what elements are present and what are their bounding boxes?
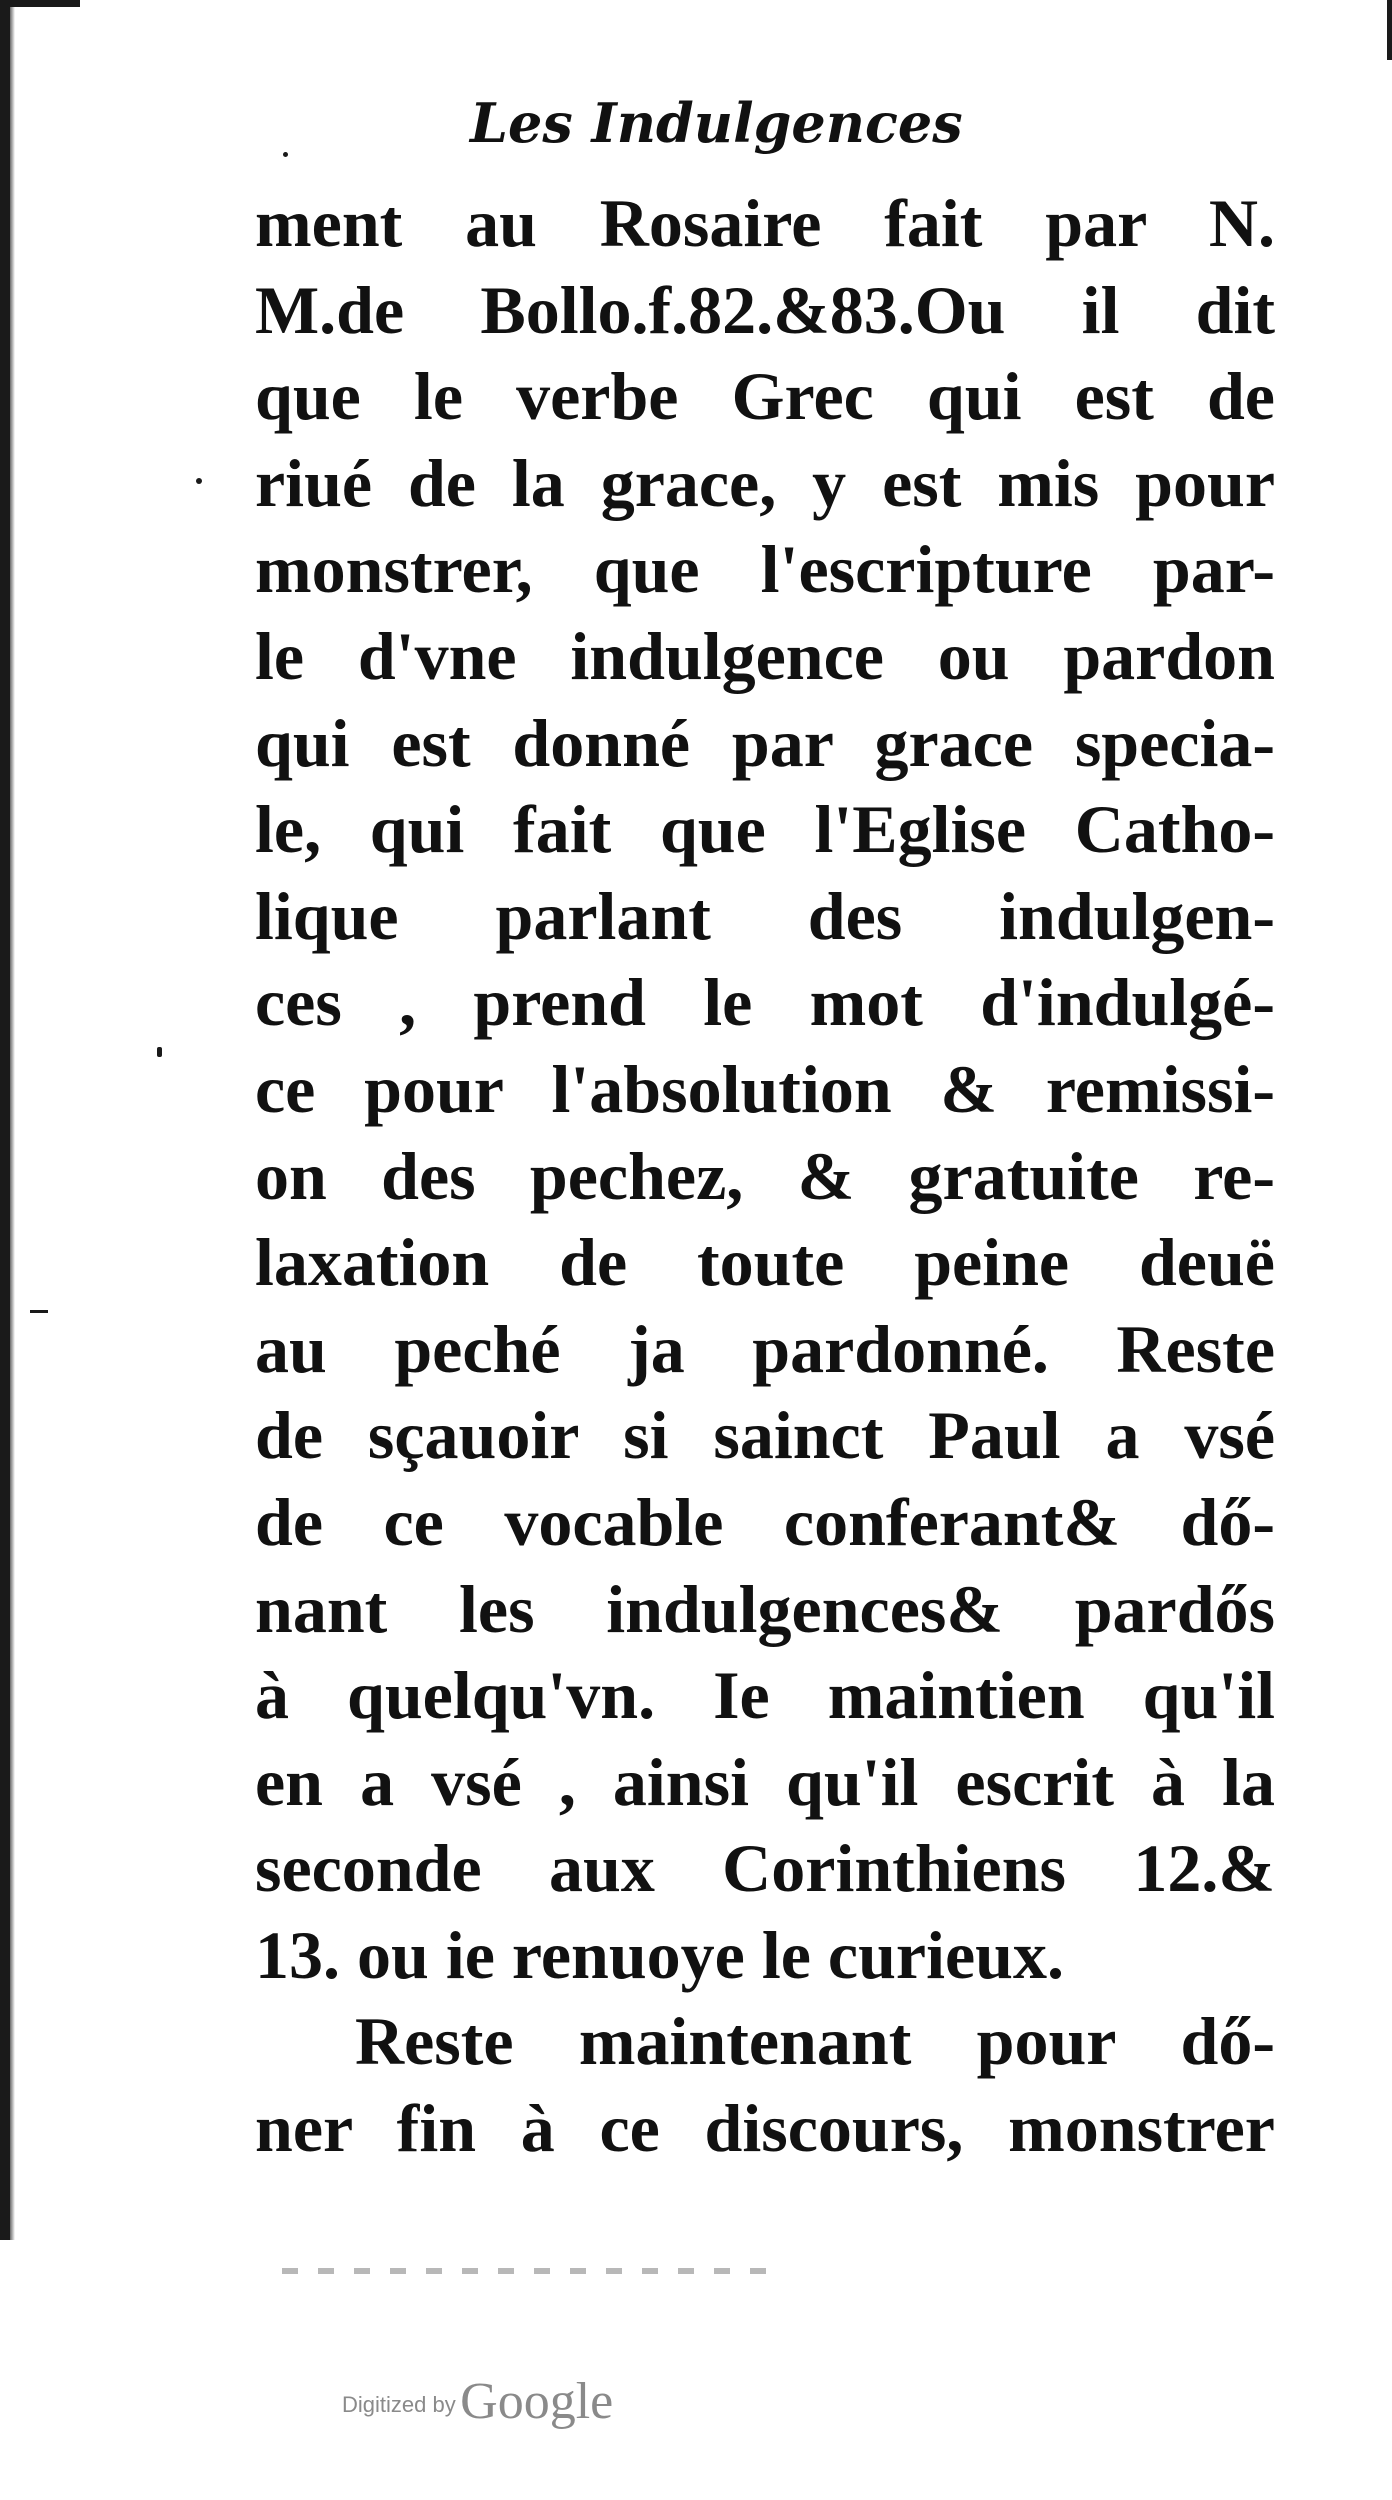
text-line: laxation de toute peine deuë <box>255 1224 1275 1301</box>
text-line: riué de la grace, y est mis pour <box>255 444 1275 521</box>
running-header: Les Indulgences <box>470 91 963 155</box>
text-line: le d'vne indulgence ou pardon <box>255 617 1275 694</box>
text-line: 13. ou ie renuoye le curieux. <box>255 1916 1064 1993</box>
scan-speck <box>283 152 288 157</box>
scan-speck <box>157 1047 162 1057</box>
text-line: lique parlant des indulgen- <box>255 877 1275 954</box>
binding-shadow <box>10 0 15 2240</box>
text-line: nant les indulgences& pardős <box>255 1570 1275 1647</box>
text-line: que le verbe Grec qui est de <box>255 358 1275 435</box>
text-line: le, qui fait que l'Eglise Catho- <box>255 791 1275 868</box>
binding-edge <box>0 0 10 2240</box>
scan-speck <box>30 1310 48 1313</box>
text-line: de sçauoir si sainct Paul a vsé <box>255 1397 1275 1474</box>
text-line: seconde aux Corinthiens 12.& <box>255 1830 1275 1907</box>
google-logo: Google <box>460 2373 614 2430</box>
text-line: de ce vocable conferant& dő- <box>255 1483 1275 1560</box>
text-line: au peché ja pardonné. Reste <box>255 1310 1275 1387</box>
text-line: en a vsé , ainsi qu'il escrit à la <box>255 1743 1275 1820</box>
text-line: ner fin à ce discours, monstrer <box>255 2090 1275 2167</box>
bleed-through-line <box>282 2268 782 2274</box>
digitized-by-label: Digitized by <box>342 2392 456 2417</box>
text-line: Reste maintenant pour dő- <box>355 2003 1275 2080</box>
page-right-edge <box>1387 0 1392 60</box>
text-line: ment au Rosaire fait par N. <box>255 185 1275 261</box>
text-line: on des pechez, & gratuite re- <box>255 1137 1275 1214</box>
text-line: ce pour l'absolution & remissi- <box>255 1050 1275 1127</box>
page-top-edge <box>0 0 80 7</box>
text-line: à quelqu'vn. Ie maintien qu'il <box>255 1657 1275 1734</box>
text-line: M.de Bollo.f.82.&83.Ou il dit <box>255 271 1275 348</box>
text-line: monstrer, que l'escripture par- <box>255 531 1275 608</box>
text-line: ces , prend le mot d'indulgé- <box>255 964 1275 1041</box>
text-line: qui est donné par grace specia- <box>255 704 1275 781</box>
digitization-credit <box>342 2372 613 2431</box>
scan-speck <box>196 478 202 484</box>
page-body <box>255 180 1275 2172</box>
